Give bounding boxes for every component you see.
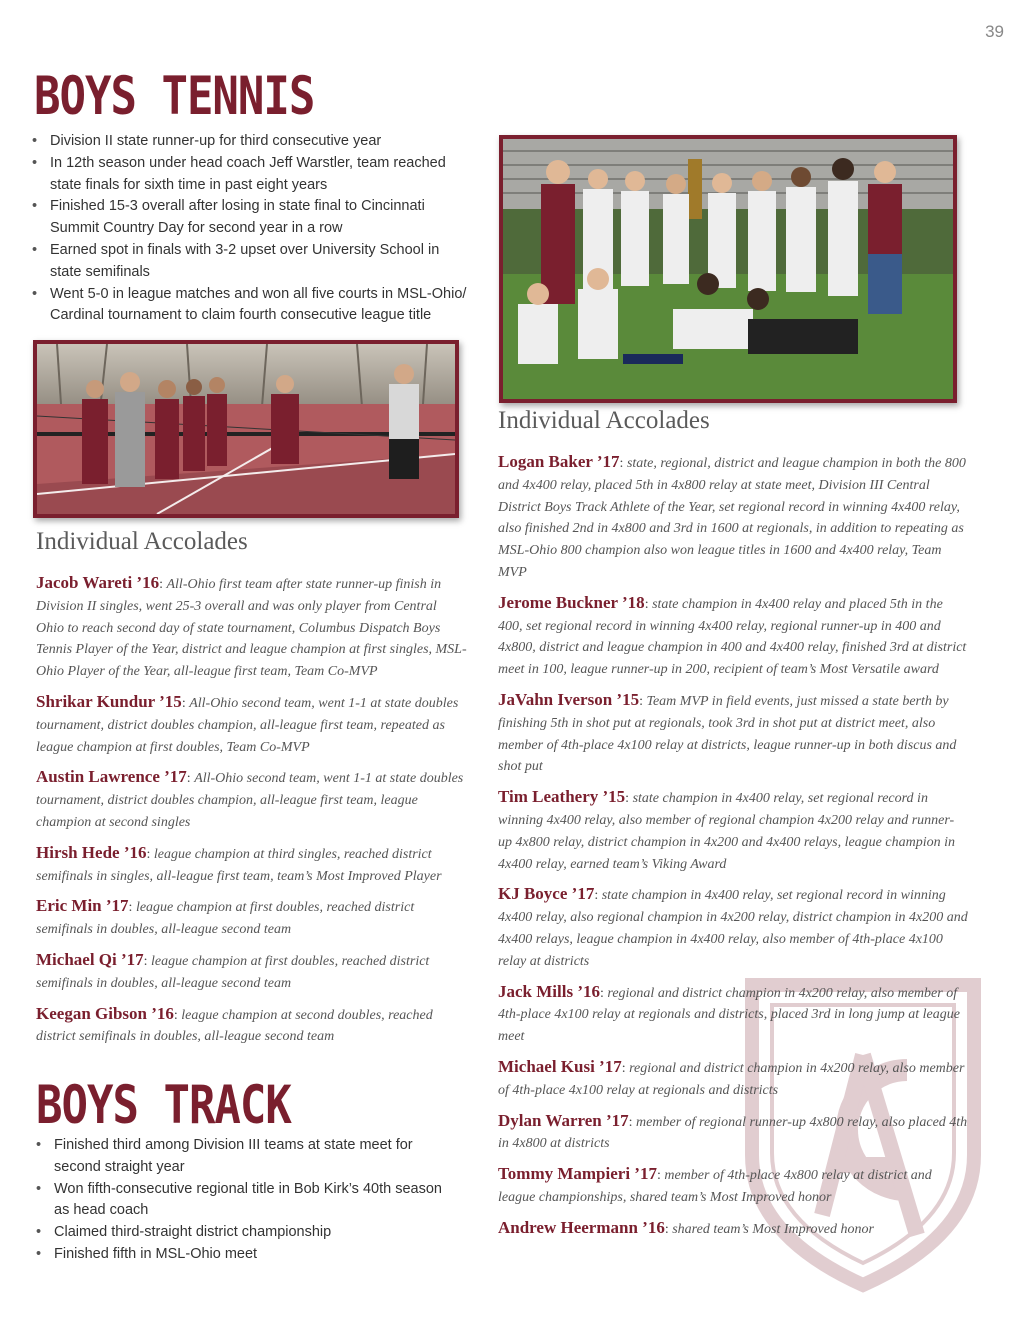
accolade-entry: Tommy Mampieri ’17: member of 4th-place 4x800 relay at district and league championships, shared team’s Most Improved honor (498, 1164, 932, 1205)
page-number: 39 (985, 22, 1004, 41)
accolade-description: state champion in 4x400 relay, set regional record in winning 4x400 relay, also member of regional champion 4x200 relay and runner-up 4x800 relay, district champion in 4x200 and 4x400 relays, league champion in 4x400 relay, earned team’s Viking Award (498, 791, 956, 872)
tennis-team-photo (33, 340, 459, 518)
athlete-name: Jerome Buckner ’18 (498, 592, 645, 612)
accolade-description: Team MVP in field events, just missed a state berth by finishing 5th in shot put at regionals, took 3rd in shot put at district meet, also member of 4th-place 4x100 relay at districts, league runner-up in both discus and shot put (498, 693, 957, 775)
accolade-description: league champion at second doubles, reached district semifinals in doubles, all-league second team (36, 1007, 433, 1045)
accolade-entry: JaVahn Iverson ’15: Team MVP in field events, just missed a state berth by finishing 5th in shot put at regionals, took 3rd in shot put at district meet, also member of 4th-place 4x100 relay at districts, league runner-up in both discus and shot put (498, 689, 957, 775)
accolade-entry: Shrikar Kundur ’15: All-Ohio second team, went 1-1 at state doubles tournament, district doubles champion, all-league first team, repeated as league champion at first doubles, Team Co-MVP (36, 691, 459, 755)
track-accolades-list (498, 451, 968, 1249)
track-accolades-heading: Individual Accolades (498, 407, 710, 434)
athlete-name: Austin Lawrence ’17 (36, 767, 187, 787)
tennis-highlight: • Went 5-0 in league matches and won all five courts in MSL-Ohio/ Cardinal tournament to claim fourth consecutive league title (32, 284, 472, 328)
athlete-name: Eric Min ’17 (36, 896, 129, 916)
accolade-description: regional and district champion in 4x200 relay, also member of 4th-place 4x100 relay at regionals and districts (498, 1060, 965, 1098)
accolade-entry: Michael Kusi ’17: regional and district champion in 4x200 relay, also member of 4th-place 4x100 relay at regionals and districts (498, 1056, 965, 1098)
accolade-entry: Logan Baker ’17: state, regional, district and league champion in both the 800 and 4x400 relay, placed 5th in 4x800 relay at state meet, Division III Central District Boys Track Athlete of the Year, set regional record in winning 4x400 relay, also finished 2nd in 4x800 and 3rd in 1600 at regionals, in addition to repeating as MSL-Ohio 800 champion also won league titles in 1600 and 4x400 relay, Team MVP (498, 452, 966, 580)
accolade-entry: Jacob Wareti ’16: All-Ohio first team after state runner-up finish in Division II singles, went 25-3 overall and was only player from Central Ohio to reach second day of state tournament, Columbus Dispatch Boys Tennis Player of the Year, district and league champion at first singles, MSL-Ohio Player of the Year, all-league first team, Team Co-MVP (36, 573, 467, 680)
tennis-highlight: • In 12th season under head coach Jeff Warstler, team reached state finals for sixth time in past eight years (32, 153, 472, 197)
accolade-description: shared team’s Most Improved honor (672, 1221, 874, 1237)
track-highlight: • Finished third among Division III teams at state meet for second straight year (36, 1135, 456, 1179)
accolade-entry: Tim Leathery ’15: state champion in 4x400 relay, set regional record in winning 4x400 relay, also member of regional champion 4x200 relay and runner-up 4x800 relay, district champion in 4x200 and 4x400 relays, league champion in 4x400 relay, earned team’s Viking Award (498, 787, 956, 872)
accolade-description: All-Ohio first team after state runner-up finish in Division II singles, went 25-3 overall and was only player from Central Ohio to reach second day of state tournament, Columbus Dispatch Boys Tennis Player of the Year, district and league champion at first singles, MSL-Ohio Player of the Year, all-league first team, Team Co-MVP (36, 577, 467, 680)
accolade-description: league champion at first doubles, reached district semifinals in doubles, all-league second team (36, 953, 430, 991)
athlete-name: Tommy Mampieri ’17 (498, 1164, 657, 1184)
track-highlight: • Won fifth-consecutive regional title in Bob Kirk’s 40th season as head coach (36, 1179, 456, 1223)
athlete-name: Keegan Gibson ’16 (36, 1003, 174, 1023)
athlete-name: Shrikar Kundur ’15 (36, 691, 182, 711)
accolade-entry: KJ Boyce ’17: state champion in 4x400 relay, set regional record in winning 4x400 relay, also regional champion in 4x200 relay, district champion in 4x200 and 4x400 relays, league champion in 4x400 relay, also member of 4th-place 4x100 relay at districts (498, 884, 968, 969)
athlete-name: Tim Leathery ’15 (498, 787, 626, 807)
track-team-photo (499, 135, 957, 403)
accolade-description: state champion in 4x400 relay, set regional record in winning 4x400 relay, also regional champion in 4x200 relay, district champion in 4x200 and 4x400 relays, league champion in 4x400 relay, also member of 4th-place 4x100 relay at districts (498, 888, 968, 969)
tennis-accolades-heading: Individual Accolades (36, 528, 248, 555)
track-section-title: BOYS TRACK (36, 1075, 291, 1137)
athlete-name: Jacob Wareti ’16 (36, 573, 160, 592)
athlete-name: Michael Qi ’17 (36, 949, 144, 969)
accolade-description: All-Ohio second team, went 1-1 at state doubles tournament, district doubles champion, all-league first team, league champion at second singles (36, 771, 464, 830)
tennis-highlight: • Division II state runner-up for third consecutive year (32, 131, 472, 153)
accolade-description: state, regional, district and league champion in both the 800 and 4x400 relay, placed 5th in 4x800 relay at state meet, Division III Central District Boys Track Athlete of the Year, set regional record in winning 4x400 relay, also finished 2nd in 4x800 and 3rd in 1600 at regionals, in addition to repeating as MSL-Ohio 800 champion also won league titles in 1600 and 4x400 relay, Team MVP (498, 456, 966, 580)
accolade-entry: Michael Qi ’17: league champion at first doubles, reached district semifinals in doubles, all-league second team (36, 949, 430, 991)
track-highlight: • Claimed third-straight district championship (36, 1222, 456, 1244)
accolade-entry: Dylan Warren ’17: member of regional runner-up 4x800 relay, also placed 4th in 4x800 at districts (498, 1110, 968, 1152)
athlete-name: KJ Boyce ’17 (498, 884, 595, 904)
tennis-highlight: • Finished 15-3 overall after losing in state final to Cincinnati Summit Country Day for second year in a row (32, 196, 472, 240)
accolade-description: regional and district champion in 4x200 relay, also member of 4th-place 4x100 relay at regionals and districts, placed 3rd in long jump at league meet (498, 985, 960, 1045)
tennis-section-title: BOYS TENNIS (34, 66, 315, 128)
accolade-description: league champion at third singles, reached district semifinals in singles, all-league first team, team’s Most Improved Player (36, 846, 442, 884)
tennis-highlight: • Earned spot in finals with 3-2 upset over University School in state semifinals (32, 240, 472, 284)
accolade-entry: Keegan Gibson ’16: league champion at second doubles, reached district semifinals in doubles, all-league second team (36, 1003, 433, 1045)
accolade-entry: Eric Min ’17: league champion at first doubles, reached district semifinals in doubles, all-league second team (36, 896, 415, 938)
athlete-name: Hirsh Hede ’16 (36, 842, 147, 862)
accolade-description: member of 4th-place 4x800 relay at district and league championships, shared team’s Most Improved honor (498, 1168, 932, 1205)
athlete-name: Jack Mills ’16 (498, 981, 600, 1001)
tennis-highlights-list (32, 131, 472, 327)
athlete-name: JaVahn Iverson ’15 (498, 689, 640, 709)
accolade-entry: Jerome Buckner ’18: state champion in 4x400 relay and placed 5th in the 400, set regional record in winning 4x400 relay, regional runner-up in 400 and 4x800, district and league champion in 400 and 4x400 relay, finished 3rd at district meet in 100, league runner-up in 200, recipient of team’s Most Versatile award (498, 592, 967, 678)
athlete-name: Dylan Warren ’17 (498, 1110, 629, 1130)
accolade-entry: Austin Lawrence ’17: All-Ohio second team, went 1-1 at state doubles tournament, district doubles champion, all-league first team, league champion at second singles (36, 767, 464, 830)
accolade-description: member of regional runner-up 4x800 relay, also placed 4th in 4x800 at districts (498, 1114, 968, 1152)
accolade-entry: Jack Mills ’16: regional and district champion in 4x200 relay, also member of 4th-place 4x100 relay at regionals and districts, placed 3rd in long jump at league meet (498, 981, 960, 1045)
athlete-name: Michael Kusi ’17 (498, 1056, 622, 1076)
track-highlights-list (36, 1135, 456, 1266)
tennis-accolades-list (36, 572, 468, 1056)
accolade-description: league champion at first doubles, reached district semifinals in doubles, all-league second team (36, 900, 415, 938)
accolade-entry: Andrew Heermann ’16: shared team’s Most Improved honor (498, 1217, 874, 1237)
accolade-entry: Hirsh Hede ’16: league champion at third singles, reached district semifinals in singles, all-league first team, team’s Most Improved Player (36, 842, 442, 884)
accolade-description: All-Ohio second team, went 1-1 at state doubles tournament, district doubles champion, all-league first team, repeated as league champion at first doubles, Team Co-MVP (36, 695, 459, 755)
track-highlight: • Finished fifth in MSL-Ohio meet (36, 1244, 456, 1266)
accolade-description: state champion in 4x400 relay and placed 5th in the 400, set regional record in winning 4x400 relay, regional runner-up in 400 and 4x800, district and league champion in 400 and 4x400 relay, finished 3rd at district meet in 100, league runner-up in 200, recipient of team’s Most Versatile award (498, 596, 967, 678)
athlete-name: Logan Baker ’17 (498, 452, 620, 471)
athlete-name: Andrew Heermann ’16 (498, 1217, 665, 1237)
